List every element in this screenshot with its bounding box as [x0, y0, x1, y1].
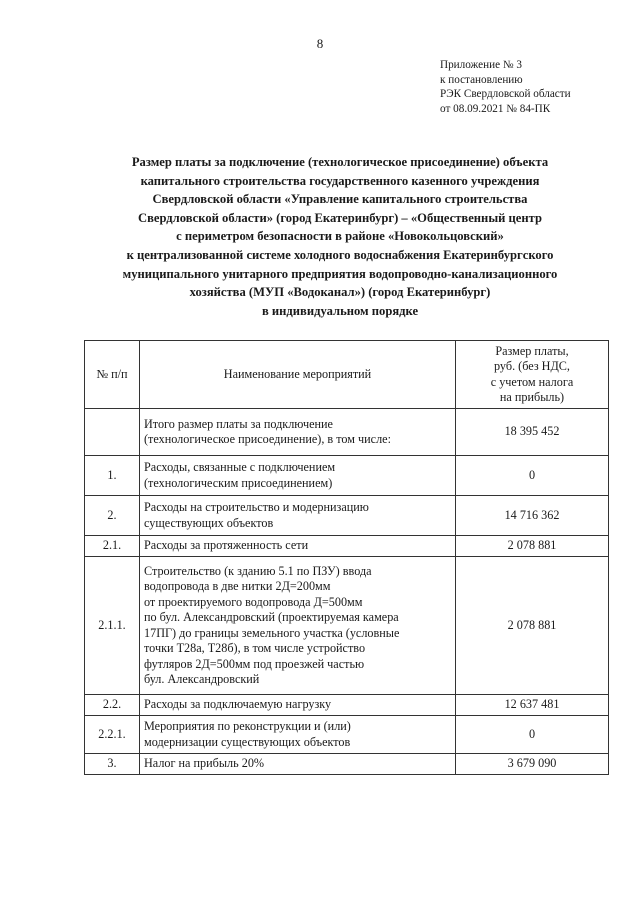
row-number: 2.1.	[85, 536, 140, 557]
table-row	[85, 754, 609, 775]
row-name	[140, 754, 456, 775]
row-name	[140, 695, 456, 716]
row-name	[140, 716, 456, 754]
row-value: 2 078 881	[456, 536, 609, 557]
row-number: 2.	[85, 496, 140, 536]
row-name-line: Расходы за подключаемую нагрузку	[144, 697, 332, 712]
row-value: 3 679 090	[456, 754, 609, 775]
row-name-line: футляров 2Д=500мм под проезжей частью	[144, 656, 365, 671]
row-name	[140, 557, 456, 695]
row-name-line: Итого размер платы за подключение	[144, 416, 333, 431]
title-line: с периметром безопасности в районе «Новокольцовский»	[176, 229, 504, 244]
row-name-line: Налог на прибыль 20%	[144, 756, 265, 771]
row-name-line: по бул. Александровский (проектируемая камера	[144, 610, 399, 624]
row-name-line: модернизации существующих объектов	[144, 734, 351, 749]
row-name-line: Строительство (к зданию 5.1 по ПЗУ) ввода	[144, 563, 372, 578]
row-name-line: Расходы за протяженность сети	[144, 538, 309, 553]
appendix-line: РЭК Свердловской области	[440, 88, 571, 100]
row-name-line: бул. Александровский	[144, 672, 260, 686]
table-row	[85, 695, 609, 716]
row-name-line: 17ПГ) до границы земельного участка (условные	[144, 625, 400, 640]
row-name-line: (технологическим присоединением)	[144, 475, 333, 490]
header-number: № п/п	[85, 341, 140, 409]
appendix-line: к постановлению	[440, 73, 523, 86]
row-name	[140, 496, 456, 536]
header-value-line: Размер платы,	[495, 343, 569, 358]
row-name-line: (технологическое присоединение), в том числе:	[144, 432, 391, 446]
header-value	[456, 341, 609, 409]
fee-table	[84, 340, 609, 775]
row-number	[85, 409, 140, 456]
row-value: 12 637 481	[456, 695, 609, 716]
title-line: хозяйства (МУП «Водоканал») (город Екатеринбург)	[189, 285, 491, 300]
appendix-line: от 08.09.2021 № 84-ПК	[440, 102, 551, 115]
title-line: Свердловской области» (город Екатеринбург) – «Общественный центр	[137, 210, 543, 225]
title-line: Размер платы за подключение (технологическое присоединение) объекта	[131, 155, 549, 169]
document-title	[60, 153, 620, 320]
row-name-line: водопровода в две нитки 2Д=200мм	[144, 579, 331, 593]
row-name-line: Расходы, связанные с подключением	[144, 460, 336, 474]
row-value: 18 395 452	[456, 409, 609, 456]
row-name-line: точки Т28а, Т28б), в том числе устройство	[144, 641, 366, 655]
page-number: 8	[316, 36, 324, 51]
row-number: 2.2.1.	[85, 716, 140, 754]
row-value: 2 078 881	[456, 557, 609, 695]
row-value: 0	[456, 456, 609, 496]
row-value: 0	[456, 716, 609, 754]
header-value-line: с учетом налога	[490, 374, 574, 389]
row-name	[140, 409, 456, 456]
row-name-line: Расходы на строительство и модернизацию	[144, 500, 369, 514]
row-number: 2.1.1.	[85, 557, 140, 695]
header-value-line: на прибыль)	[499, 390, 565, 404]
table-row	[85, 496, 609, 536]
table-header-row	[85, 341, 609, 409]
row-name-line: существующих объектов	[144, 515, 274, 530]
title-line: муниципального унитарного предприятия водопроводно-канализационного	[122, 266, 558, 281]
table-row	[85, 409, 609, 456]
row-number: 2.2.	[85, 695, 140, 716]
row-name-line: Мероприятия по реконструкции и (или)	[144, 719, 351, 733]
row-name	[140, 536, 456, 557]
table-row	[85, 716, 609, 754]
table-row	[85, 456, 609, 496]
title-line: Свердловской области «Управление капитального строительства	[152, 192, 528, 207]
row-number: 3.	[85, 754, 140, 775]
table-row	[85, 557, 609, 695]
row-name	[140, 456, 456, 496]
row-value: 14 716 362	[456, 496, 609, 536]
appendix-line: Приложение № 3	[440, 59, 522, 71]
header-value-line: руб. (без НДС,	[494, 359, 570, 373]
row-name-line: от проектируемого водопровода Д=500мм	[144, 594, 363, 609]
header-name: Наименование мероприятий	[140, 341, 456, 409]
appendix-reference	[440, 58, 571, 116]
table-row	[85, 536, 609, 557]
title-line: к централизованной системе холодного водоснабжения Екатеринбургского	[126, 247, 554, 262]
title-line: в индивидуальном порядке	[261, 303, 419, 318]
row-number: 1.	[85, 456, 140, 496]
title-line: капитального строительства государственного казенного учреждения	[140, 173, 540, 188]
